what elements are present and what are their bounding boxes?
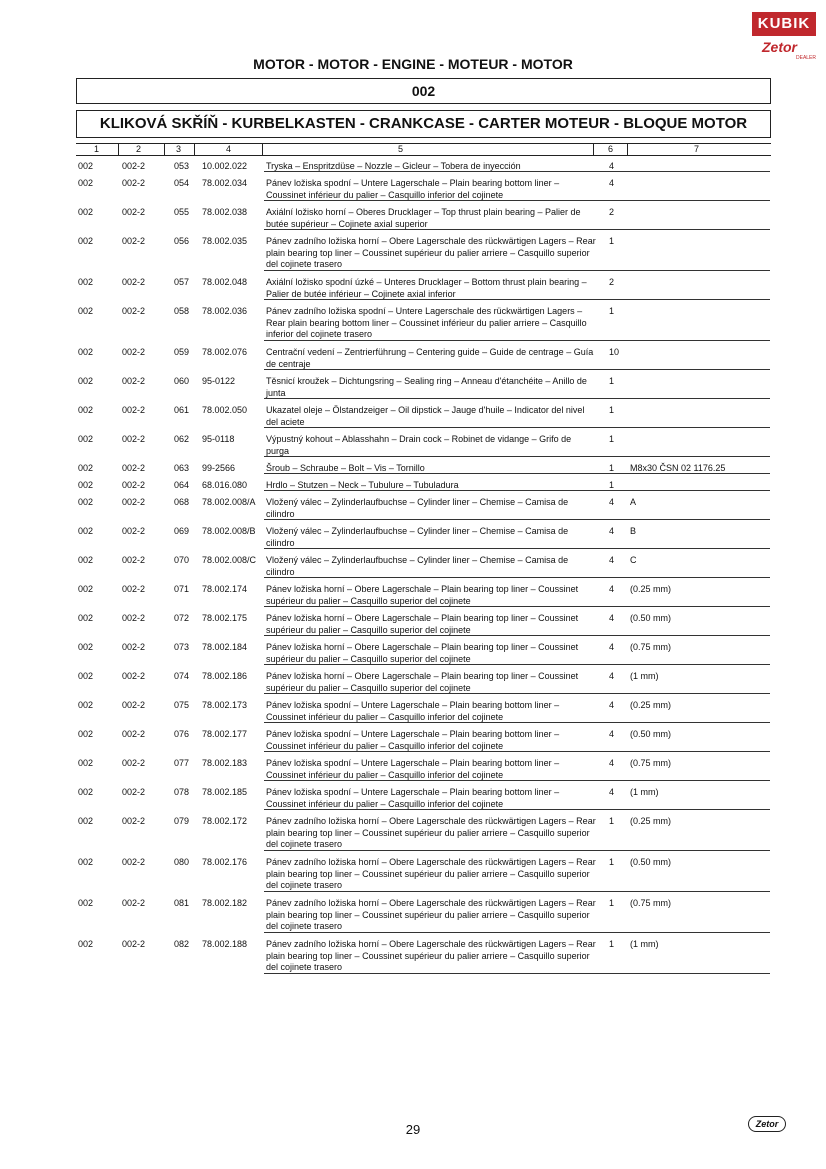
cell-c5: Výpustný kohout – Ablasshahn – Drain cock – Robinet de vidange – Grifo de purga [266,434,572,456]
cell-c4: 78.002.008/C [202,555,257,565]
cell-c1: 002 [78,480,94,490]
kubik-logo-text: KUBIK [752,12,816,36]
cell-c2: 002-2 [122,306,146,316]
cell-c1: 002 [78,434,94,444]
table-row [0,723,826,752]
cell-c5: Axiální ložisko spodní úzké – Unteres Drucklager – Bottom thrust plain bearing – Palier de butée inférieur – Cojinete axial inferior [266,277,587,299]
cell-c3: 053 [174,161,190,171]
cell-c1: 002 [78,161,94,171]
cell-c6: 4 [609,758,615,768]
cell-c4: 78.002.177 [202,729,248,739]
cell-c1: 002 [78,207,94,217]
table-row [0,636,826,665]
cell-c5: Pánev ložiska spodní – Untere Lagerschale – Plain bearing bottom liner – Coussinet inférieur du palier – Casquillo inferior del cojinete [266,700,560,722]
cell-c2: 002-2 [122,642,146,652]
cell-c2: 002-2 [122,277,146,287]
cell-c7: (0.25 mm) [630,816,672,826]
table-row [0,457,826,474]
cell-c4: 78.002.172 [202,816,248,826]
cell-c5: Pánev ložiska spodní – Untere Lagerschale – Plain bearing bottom liner – Coussinet inférieur du palier – Casquillo inferior del cojinete [266,729,560,751]
cell-c6: 4 [609,642,615,652]
table-row [0,810,826,851]
cell-c3: 055 [174,207,190,217]
cell-c5: Těsnicí kroužek – Dichtungsring – Sealing ring – Anneau d'étanchéite – Anillo de junta [266,376,587,398]
cell-c2: 002-2 [122,497,146,507]
cell-c5: Pánev zadního ložiska horní – Obere Lagerschale des rückwärtigen Lagers – Rear plain bearing top liner – Coussinet supérieur du palier arriere – Casquillo superior del cojinete trasero [266,857,596,890]
table-row [0,230,826,271]
cell-c5: Pánev zadního ložiska horní – Obere Lagerschale des rückwärtigen Lagers – Rear plain bearing top liner – Coussinet supérieur du palier arriere – Casquillo superior del cojinete trasero [266,939,596,972]
cell-c2: 002-2 [122,178,146,188]
cell-c1: 002 [78,898,94,908]
cell-c2: 002-2 [122,584,146,594]
cell-c3: 060 [174,376,190,386]
cell-c1: 002 [78,816,94,826]
cell-c2: 002-2 [122,480,146,490]
cell-c1: 002 [78,277,94,287]
cell-c3: 078 [174,787,190,797]
cell-c7: (1 mm) [630,939,659,949]
cell-c2: 002-2 [122,376,146,386]
cell-c1: 002 [78,671,94,681]
cell-c7: (0.50 mm) [630,857,672,867]
footer-zetor-logo: Zetor [748,1116,786,1132]
table-row [0,665,826,694]
cell-c6: 1 [609,434,615,444]
cell-c5: Pánev ložiska spodní – Untere Lagerschale – Plain bearing bottom liner – Coussinet inférieur du palier – Casquillo inferior del cojinete [266,787,560,809]
cell-c6: 4 [609,526,615,536]
cell-c5: Šroub – Schraube – Bolt – Vis – Tornillo [266,463,425,473]
table-row [0,520,826,549]
cell-c5: Pánev ložiska horní – Obere Lagerschale – Plain bearing top liner – Coussinet supérieur du palier – Casquillo superior del cojinete [266,642,579,664]
cell-c4: 68.016.080 [202,480,248,490]
table-row [0,172,826,201]
cell-c4: 78.002.034 [202,178,248,188]
cell-c7: (1 mm) [630,787,659,797]
table-row [0,300,826,341]
table-row [0,933,826,974]
cell-c7: M8x30 ČSN 02 1176.25 [630,463,726,473]
cell-c1: 002 [78,613,94,623]
cell-c4: 78.002.173 [202,700,248,710]
cell-c7: (1 mm) [630,671,659,681]
table-row [0,752,826,781]
cell-c4: 78.002.035 [202,236,248,246]
cell-c2: 002-2 [122,700,146,710]
cell-c1: 002 [78,642,94,652]
cell-c3: 082 [174,939,190,949]
cell-c3: 061 [174,405,190,415]
page-number: 29 [405,1122,421,1137]
row-divider [264,973,770,974]
cell-c7: B [630,526,637,536]
cell-c1: 002 [78,700,94,710]
cell-c6: 4 [609,613,615,623]
cell-c6: 4 [609,584,615,594]
cell-c3: 064 [174,480,190,490]
cell-c6: 4 [609,729,615,739]
cell-c5: Pánev ložiska spodní – Untere Lagerschale – Plain bearing bottom liner – Coussinet inférieur du palier – Casquillo inferior del cojinete [266,758,560,780]
cell-c3: 076 [174,729,190,739]
subgroup-title: KLIKOVÁ SKŘÍŇ - KURBELKASTEN - CRANKCASE - CARTER MOTEUR - BLOQUE MOTOR [76,110,771,138]
cell-c1: 002 [78,405,94,415]
cell-c3: 079 [174,816,190,826]
column-header-3: 3 [176,144,182,154]
cell-c4: 95-0122 [202,376,236,386]
cell-c4: 78.002.176 [202,857,248,867]
zetor-logo-text: Zetor [762,39,797,55]
cell-c4: 78.002.008/A [202,497,256,507]
cell-c5: Vložený válec – Zylinderlaufbuchse – Cylinder liner – Chemise – Camisa de cilindro [266,526,569,548]
cell-c1: 002 [78,555,94,565]
cell-c3: 063 [174,463,190,473]
cell-c6: 1 [609,463,615,473]
table-row [0,399,826,428]
cell-c6: 4 [609,671,615,681]
cell-c5: Pánev zadního ložiska horní – Obere Lagerschale des rückwärtigen Lagers – Rear plain bearing top liner – Coussinet supérieur du palier arriere – Casquillo superior del cojinete trasero [266,898,596,931]
cell-c5: Hrdlo – Stutzen – Neck – Tubulure – Tubuladura [266,480,459,490]
column-header-7: 7 [694,144,700,154]
cell-c3: 077 [174,758,190,768]
cell-c1: 002 [78,787,94,797]
cell-c6: 1 [609,236,615,246]
cell-c3: 068 [174,497,190,507]
cell-c2: 002-2 [122,161,146,171]
cell-c7: (0.25 mm) [630,700,672,710]
cell-c3: 058 [174,306,190,316]
table-row [0,428,826,457]
table-row [0,578,826,607]
cell-c6: 1 [609,939,615,949]
cell-c5: Axiální ložisko horní – Oberes Drucklager – Top thrust plain bearing – Palier de butée supérieur – Cojinete axial superior [266,207,581,229]
cell-c5: Pánev ložiska horní – Obere Lagerschale – Plain bearing top liner – Coussinet supérieur du palier – Casquillo superior del cojinete [266,671,579,693]
cell-c6: 2 [609,207,615,217]
cell-c2: 002-2 [122,857,146,867]
cell-c4: 10.002.022 [202,161,248,171]
cell-c1: 002 [78,236,94,246]
cell-c5: Pánev ložiska horní – Obere Lagerschale – Plain bearing top liner – Coussinet supérieur du palier – Casquillo superior del cojinete [266,613,579,635]
table-row [0,549,826,578]
cell-c4: 78.002.186 [202,671,248,681]
table-row [0,781,826,810]
cell-c5: Vložený válec – Zylinderlaufbuchse – Cylinder liner – Chemise – Camisa de cilindro [266,497,569,519]
cell-c1: 002 [78,306,94,316]
cell-c6: 1 [609,898,615,908]
cell-c1: 002 [78,376,94,386]
cell-c6: 4 [609,178,615,188]
cell-c5: Pánev ložiska horní – Obere Lagerschale – Plain bearing top liner – Coussinet supérieur du palier – Casquillo superior del cojinete [266,584,579,606]
cell-c7: A [630,497,637,507]
cell-c1: 002 [78,758,94,768]
cell-c4: 78.002.185 [202,787,248,797]
cell-c1: 002 [78,729,94,739]
cell-c4: 78.002.175 [202,613,248,623]
cell-c2: 002-2 [122,347,146,357]
group-code: 002 [76,78,771,104]
cell-c6: 10 [609,347,620,357]
table-row [0,607,826,636]
cell-c2: 002-2 [122,787,146,797]
cell-c5: Ukazatel oleje – Ölstandzeiger – Oil dipstick – Jauge d'huile – Indicator del nivel del aciete [266,405,585,427]
cell-c4: 78.002.050 [202,405,248,415]
cell-c6: 1 [609,480,615,490]
cell-c3: 057 [174,277,190,287]
cell-c4: 78.002.188 [202,939,248,949]
cell-c7: (0.75 mm) [630,898,672,908]
cell-c4: 78.002.038 [202,207,248,217]
cell-c1: 002 [78,497,94,507]
cell-c5: Pánev zadního ložiska horní – Obere Lagerschale des rückwärtigen Lagers – Rear plain bearing top liner – Coussinet supérieur du palier arriere – Casquillo superior del cojinete trasero [266,816,596,849]
cell-c6: 1 [609,857,615,867]
cell-c2: 002-2 [122,898,146,908]
cell-c3: 054 [174,178,190,188]
cell-c4: 95-0118 [202,434,235,444]
cell-c6: 1 [609,816,615,826]
cell-c3: 072 [174,613,190,623]
table-row [0,491,826,520]
cell-c1: 002 [78,857,94,867]
cell-c2: 002-2 [122,207,146,217]
cell-c3: 074 [174,671,190,681]
cell-c4: 78.002.008/B [202,526,256,536]
cell-c6: 4 [609,555,615,565]
table-row [0,341,826,370]
cell-c5: Tryska – Enspritzdüse – Nozzle – Gicleur – Tobera de inyección [266,161,521,171]
cell-c6: 4 [609,787,615,797]
table-row [0,892,826,933]
zetor-dealer-text: DEALER [796,55,817,61]
table-row [0,694,826,723]
cell-c2: 002-2 [122,671,146,681]
cell-c6: 4 [609,497,615,507]
cell-c3: 071 [174,584,190,594]
cell-c4: 78.002.184 [202,642,248,652]
cell-c1: 002 [78,347,94,357]
cell-c6: 1 [609,405,615,415]
cell-c4: 78.002.174 [202,584,248,594]
cell-c7: (0.50 mm) [630,729,672,739]
cell-c2: 002-2 [122,613,146,623]
cell-c7: (0.75 mm) [630,758,672,768]
cell-c1: 002 [78,584,94,594]
cell-c3: 056 [174,236,190,246]
column-header-4: 4 [226,144,232,154]
cell-c1: 002 [78,178,94,188]
cell-c3: 070 [174,555,190,565]
cell-c2: 002-2 [122,758,146,768]
cell-c4: 78.002.036 [202,306,248,316]
cell-c3: 081 [174,898,190,908]
cell-c4: 78.002.076 [202,347,248,357]
column-header-5: 5 [398,144,404,154]
cell-c2: 002-2 [122,405,146,415]
table-row [0,201,826,230]
cell-c2: 002-2 [122,526,146,536]
column-header-1: 1 [94,144,100,154]
cell-c3: 069 [174,526,190,536]
cell-c6: 4 [609,700,615,710]
cell-c6: 4 [609,161,615,171]
cell-c7: (0.75 mm) [630,642,672,652]
cell-c1: 002 [78,939,94,949]
cell-c5: Vložený válec – Zylinderlaufbuchse – Cylinder liner – Chemise – Camisa de cilindro [266,555,569,577]
cell-c7: (0.50 mm) [630,613,672,623]
cell-c4: 78.002.182 [202,898,248,908]
cell-c2: 002-2 [122,463,146,473]
cell-c4: 78.002.183 [202,758,248,768]
cell-c5: Pánev zadního ložiska horní – Obere Lagerschale des rückwärtigen Lagers – Rear plain bearing top liner – Coussinet supérieur du palier arriere – Casquillo superior del cojinete trasero [266,236,596,269]
engine-title: MOTOR - MOTOR - ENGINE - MOTEUR - MOTOR [253,56,573,72]
table-row [0,370,826,399]
cell-c2: 002-2 [122,816,146,826]
cell-c3: 059 [174,347,190,357]
cell-c2: 002-2 [122,729,146,739]
cell-c7: (0.25 mm) [630,584,672,594]
cell-c5: Centrační vedení – Zentrierführung – Centering guide – Guide de centrage – Guía de centraje [266,347,594,369]
cell-c4: 99-2566 [202,463,236,473]
cell-c6: 2 [609,277,615,287]
column-header-6: 6 [608,144,614,154]
table-row [0,271,826,300]
cell-c5: Pánev ložiska spodní – Untere Lagerschale – Plain bearing bottom liner – Coussinet inférieur du palier – Casquillo inferior del cojinete [266,178,560,200]
cell-c3: 075 [174,700,190,710]
cell-c2: 002-2 [122,434,146,444]
cell-c6: 1 [609,376,615,386]
cell-c7: C [630,555,637,565]
cell-c1: 002 [78,463,94,473]
column-header-2: 2 [136,144,142,154]
table-row [0,851,826,892]
table-row [0,474,826,491]
cell-c3: 080 [174,857,190,867]
cell-c4: 78.002.048 [202,277,248,287]
cell-c2: 002-2 [122,236,146,246]
cell-c3: 073 [174,642,190,652]
cell-c3: 062 [174,434,190,444]
cell-c6: 1 [609,306,615,316]
cell-c2: 002-2 [122,939,146,949]
cell-c5: Pánev zadního ložiska spodní – Untere Lagerschale des rückwärtigen Lagers – Rear plain bearing bottom liner – Coussinet inférieur du palier arriere – Casquillo inferior del cojinete trasero [266,306,587,339]
cell-c2: 002-2 [122,555,146,565]
table-row [0,155,826,172]
cell-c1: 002 [78,526,94,536]
